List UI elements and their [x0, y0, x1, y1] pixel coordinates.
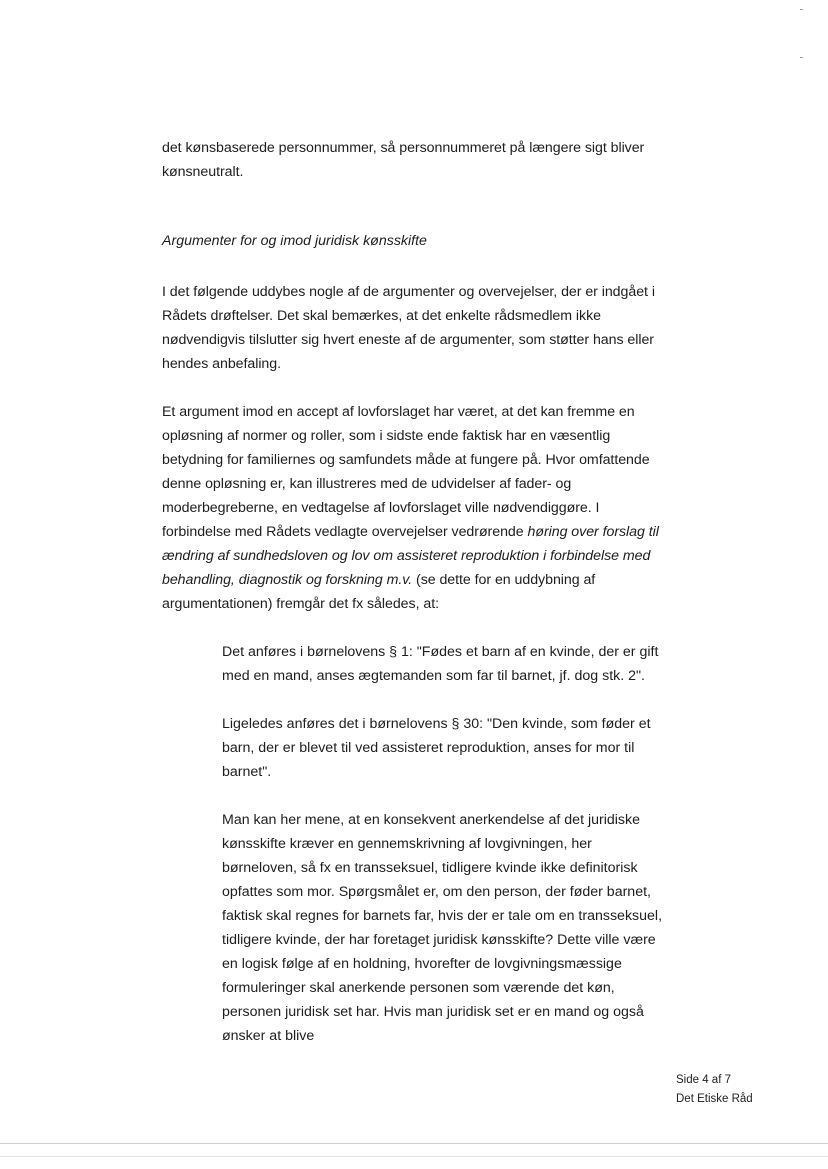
paragraph-text: I det følgende uddybes nogle af de argumenter og overvejelser, der er indgået i Rådets drøftelser. Det skal bemærkes, at det enkelte rådsmedlem ikke nødvendigvis tilslutter sig hvert eneste af de argumenter, som støtter hans eller hendes anbefaling. [162, 284, 655, 372]
paragraph-argument-against [162, 400, 662, 616]
footer-organization: Det Etiske Råd [676, 1093, 753, 1105]
quote-paragraph-2 [222, 712, 664, 784]
quote-paragraph-3 [222, 808, 664, 1048]
scan-mark [800, 9, 803, 10]
quote-paragraph-1 [222, 640, 664, 688]
paragraph-text: det kønsbaserede personnummer, så personnummeret på længere sigt bliver kønsneutralt. [162, 140, 645, 180]
scan-edge-line [0, 1143, 828, 1144]
paragraph-text: Man kan her mene, at en konsekvent anerkendelse af det juridiske kønsskifte kræver en gennemskrivning af lovgivningen, her børneloven, så fx en transseksuel, tidligere kvinde ikke definitorisk opfattes som mor. Spørgsmålet er, om den person, der føder barnet, faktisk skal regnes for barnets far, hvis der er tale om en transseksuel, tidligere kvinde, der har foretaget juridisk kønsskifte? Dette ville være en logisk følge af en holdning, hvorefter de lovgivningsmæssige formuleringer skal anerkende personen som værende det køn, personen juridisk set har. Hvis man juridisk set er en mand og også ønsker at blive [222, 812, 663, 1044]
paragraph-text: Ligeledes anføres det i børnelovens § 30: "Den kvinde, som føder et barn, der er blevet til ved assisteret reproduktion, anses for mor til barnet". [222, 716, 651, 780]
document-reference: høring over forslag til ændring af sundhedsloven og lov om assisteret reproduktion i forbindelse med behandling, diagnostik og forskning m.v. [162, 524, 659, 588]
page-number: Side 4 af 7 [676, 1074, 731, 1086]
scan-edge-line [0, 1156, 828, 1157]
paragraph-intro [162, 136, 662, 184]
scan-mark [800, 57, 803, 58]
paragraph-arguments [162, 280, 662, 376]
paragraph-text: Det anføres i børnelovens § 1: "Fødes et barn af en kvinde, der er gift med en mand, anses ægtemanden som far til barnet, jf. dog stk. 2". [222, 644, 659, 684]
section-heading: Argumenter for og imod juridisk kønsskifte [162, 233, 427, 249]
paragraph-text: Et argument imod en accept af lovforslaget har været, at det kan fremme en opløsning af normer og roller, som i sidste ende faktisk har en væsentlig betydning for familiernes og samfundets måde at fungere på. Hvor omfattende denne opløsning er, kan illustreres med de udvidelser af fader- og moderbegreberne, en vedtagelse af lovforslaget ville nødvendiggøre. I forbindelse med Rådets vedlagte overvejelser vedrørende høring over forslag til ændring af sundhedsloven og lov om assisteret reproduktion i forbindelse med behandling, diagnostik og forskning m.v. (se dette for en uddybning af argumentationen) fremgår det fx således, at: [162, 404, 659, 612]
